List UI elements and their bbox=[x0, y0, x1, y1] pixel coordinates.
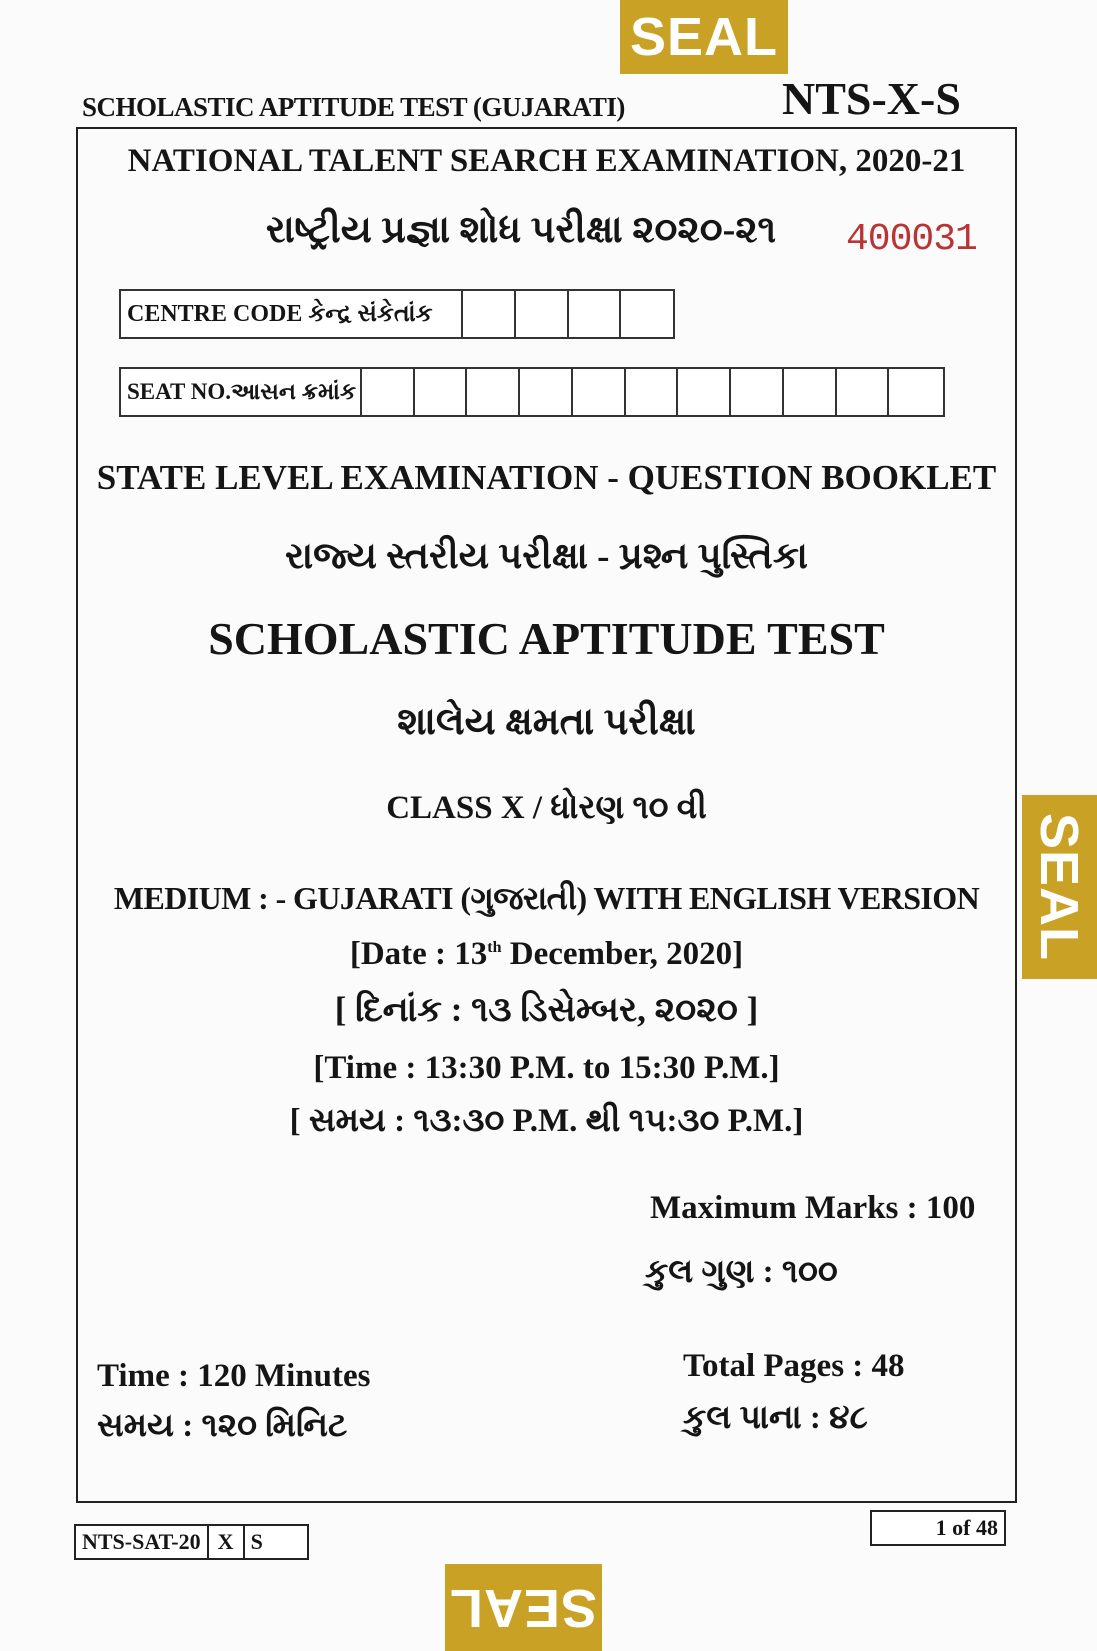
exam-time-english: [Time : 13:30 P.M. to 15:30 P.M.] bbox=[313, 1050, 780, 1086]
exam-level-english: STATE LEVEL EXAMINATION - QUESTION BOOKLET bbox=[96, 458, 997, 497]
seat-number-field[interactable] bbox=[119, 367, 945, 417]
date-prefix: [Date : 13 bbox=[349, 936, 488, 972]
total-pages-gujarati: કુલ પાના : ૪૮ bbox=[683, 1400, 868, 1436]
footer-set: S bbox=[250, 1529, 263, 1554]
seat-number-digit-box[interactable] bbox=[573, 369, 626, 415]
seat-number-digit-box[interactable] bbox=[362, 369, 415, 415]
centre-code-digit-box[interactable] bbox=[569, 291, 622, 337]
seal-label: SEAL bbox=[449, 1577, 598, 1638]
class-label: CLASS X / ધોરણ ૧૦ વી bbox=[386, 790, 707, 826]
exam-level-gujarati: રાજ્ય સ્તરીય પરીક્ષા - પ્રશ્ન પુસ્તિકા bbox=[284, 536, 809, 577]
duration-english: Time : 120 Minutes bbox=[97, 1358, 371, 1394]
seat-number-digit-box[interactable] bbox=[731, 369, 784, 415]
maximum-marks-gujarati: કુલ ગુણ : ૧૦૦ bbox=[645, 1254, 838, 1290]
footer-class: X bbox=[209, 1526, 245, 1558]
seat-number-digit-box[interactable] bbox=[837, 369, 890, 415]
seat-number-digit-box[interactable] bbox=[784, 369, 837, 415]
centre-code-label: CENTRE CODE કેન્દ્ર સંકેતાંક bbox=[121, 291, 463, 337]
page-number-box bbox=[870, 1510, 1006, 1546]
seal-label: SEAL bbox=[1029, 812, 1090, 962]
exam-time-gujarati: [ સમય : ૧૩:૩૦ P.M. થી ૧૫:૩૦ P.M.] bbox=[289, 1103, 804, 1139]
exam-title-gujarati: રાષ્ટ્રીય પ્રજ્ઞા શોધ પરીક્ષા ૨૦૨૦-૨૧ bbox=[265, 209, 777, 251]
seat-number-digit-box[interactable] bbox=[415, 369, 468, 415]
page-number: 1 of 48 bbox=[935, 1515, 998, 1540]
seat-number-digit-box[interactable] bbox=[678, 369, 731, 415]
medium-label: MEDIUM : - GUJARATI (ગુજરાતી) WITH ENGLISH VERSION bbox=[113, 880, 980, 916]
date-ordinal: th bbox=[487, 939, 502, 956]
seat-number-digit-box[interactable] bbox=[467, 369, 520, 415]
seat-number-label: SEAT NO.આસન ક્રમાંક bbox=[121, 369, 362, 415]
centre-code-digit-box[interactable] bbox=[621, 291, 673, 337]
test-name-english: SCHOLASTIC APTITUDE TEST bbox=[208, 613, 885, 664]
seal-stamp-top bbox=[620, 0, 788, 74]
exam-title-english: NATIONAL TALENT SEARCH EXAMINATION, 2020-21 bbox=[127, 143, 966, 179]
seat-number-digit-box[interactable] bbox=[626, 369, 679, 415]
seal-stamp-right bbox=[1022, 795, 1097, 979]
footer-code: NTS-SAT-20 bbox=[76, 1526, 209, 1558]
exam-date-english bbox=[76, 936, 1017, 973]
maximum-marks: Maximum Marks : 100 bbox=[650, 1190, 976, 1226]
centre-code-digit-box[interactable] bbox=[516, 291, 569, 337]
date-suffix: December, 2020] bbox=[501, 936, 744, 972]
centre-code-field[interactable] bbox=[119, 289, 675, 339]
test-name-gujarati: શાલેય ક્ષમતા પરીક્ષા bbox=[397, 701, 696, 743]
centre-code-digit-box[interactable] bbox=[463, 291, 516, 337]
seat-number-digit-box[interactable] bbox=[889, 369, 943, 415]
header-paper-code: NTS-X-S bbox=[782, 73, 961, 124]
seat-number-digit-box[interactable] bbox=[520, 369, 573, 415]
serial-number: 400031 bbox=[846, 218, 977, 261]
total-pages-english: Total Pages : 48 bbox=[683, 1348, 905, 1384]
seal-stamp-bottom bbox=[445, 1564, 602, 1651]
duration-gujarati: સમય : ૧૨૦ મિનિટ bbox=[97, 1408, 348, 1444]
exam-date-gujarati: [ દિનાંક : ૧૩ ડિસેમ્બર, ૨૦૨૦ ] bbox=[334, 990, 759, 1029]
footer-code-box bbox=[74, 1524, 309, 1560]
seal-label: SEAL bbox=[629, 7, 779, 67]
header-test-name: SCHOLASTIC APTITUDE TEST (GUJARATI) bbox=[82, 92, 625, 122]
